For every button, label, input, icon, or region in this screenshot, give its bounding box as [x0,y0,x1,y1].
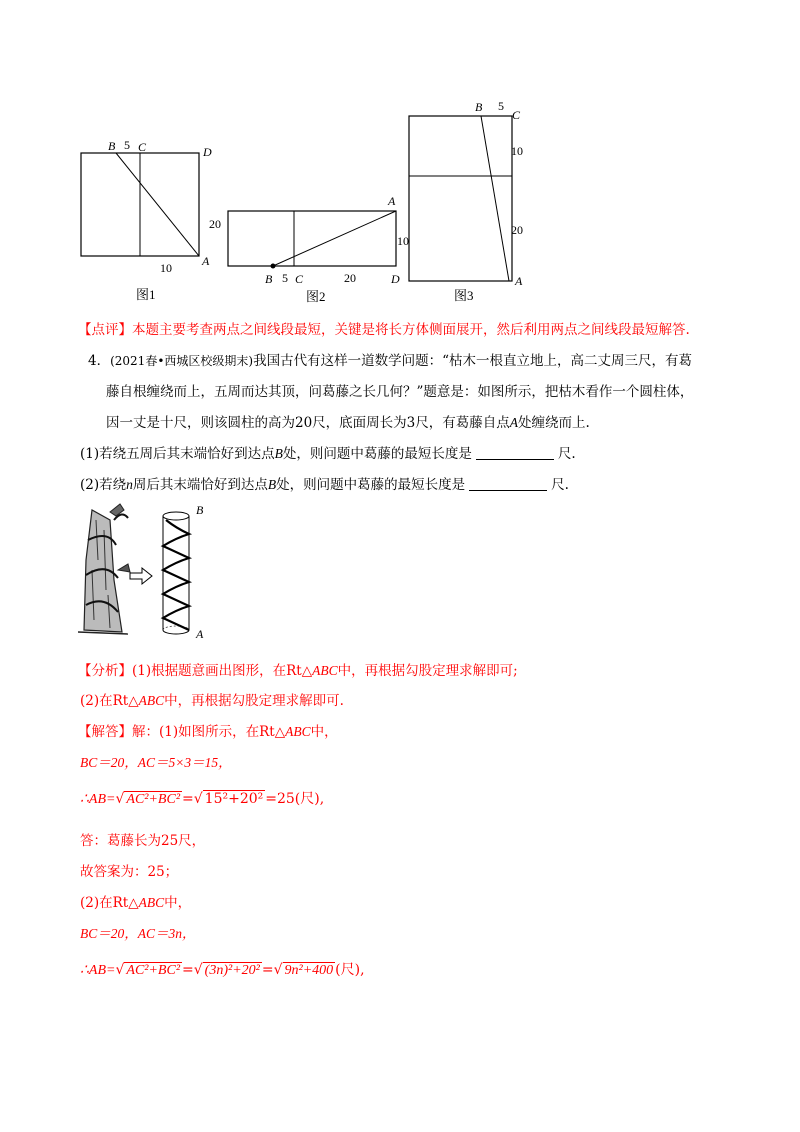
problem-line-3 [106,414,590,432]
fig2-caption: 图2 [306,289,326,304]
formula1-result: =25(尺), [265,791,325,807]
comment-tag: 【点评】 [78,322,132,338]
figure-2 [205,190,415,310]
analysis-text-2a: (2)在Rt△ [80,693,139,709]
fig3-path-line [481,116,509,281]
sqrt-symbol: √ [193,791,203,807]
cylinder-label-A: A [196,627,204,641]
q2-text-c: 处，则问题中葛藤的最短长度是 [276,477,466,493]
analysis-line-2 [80,692,344,710]
solution-var-2: ABC [138,895,165,910]
solution-answer-1: 答：葛藤长为25尺， [80,833,206,849]
formula1-radicand-2: 15²+20² [204,791,264,807]
analysis-var-2: ABC [138,693,165,708]
analysis-var-1: ABC [312,663,338,678]
formula2-radicand-2: (3n)²+20² [204,963,260,978]
problem-number: 4． [88,353,111,369]
fig3-label-B: B [475,100,483,114]
solution-formula-1: ∴AB=√ AC²+BC² =√ 15²+20² =25(尺), [80,791,325,807]
cylinder-label-B: B [196,503,204,517]
solution-tag: 【解答】 [78,724,132,740]
solution-line-2 [80,894,191,912]
sqrt-symbol: √ [115,962,125,978]
tree-trunk [84,510,122,632]
sqrt-symbol: √ [193,962,203,978]
tree-vine-illustration [78,500,213,642]
comment-text: 本题主要考查两点之间线段最短，关键是将长方体侧面展开，然后利用两点之间线段最短解答. [132,322,690,338]
fig2-label-10-right: 10 [397,234,409,248]
fig1-label-D: D [203,145,212,159]
fig2-label-D: D [391,272,400,286]
sqrt-symbol: √ [115,791,125,807]
fig2-point-B [271,264,276,269]
solution-var-1: ABC [285,724,311,739]
problem-text-3a: 因一丈是十尺，则该圆柱的高为20尺，底面周长为3尺，有葛藤自点 [106,415,510,431]
fig2-rectangle [228,211,396,266]
formula2-unit: (尺), [335,962,365,978]
question-2 [80,476,569,494]
point-A-var: A [509,415,519,430]
q1-text-b: 处，则问题中葛藤的最短长度是 [282,446,472,462]
fig3-caption: 图3 [454,288,474,303]
problem-text-1: 我国古代有这样一道数学问题：“枯木一根直立地上，高二丈周三尺，有葛 [253,353,692,369]
fig3-label-5: 5 [498,99,504,113]
figure-1 [80,130,220,305]
fig1-caption: 图1 [136,287,156,302]
fig1-label-5: 5 [124,138,130,152]
fig3-label-A: A [515,274,523,288]
formula2-radicand-3: 9n²+400 [284,963,334,978]
sqrt-symbol: √ [273,962,283,978]
q2-text-a: (2)若绕 [80,477,127,493]
fig2-path-line [273,211,396,266]
q1-point-B: B [274,446,283,461]
fig1-path-line [116,153,199,256]
fig2-label-5: 5 [282,271,288,285]
q1-text-a: (1)若绕五周后其末端恰好到达点 [80,446,275,462]
fig3-rectangle [409,116,512,281]
figure-3 [405,95,535,310]
cylinder-bottom [163,630,189,634]
solution-text-1b: 中， [310,724,338,740]
fig1-label-10: 10 [160,261,172,275]
solution-eq-1: BC＝20，AC＝5×3＝15， [80,755,232,770]
formula1-radicand-1: AC²+BC² [126,792,181,807]
analysis-line-1 [78,662,518,680]
formula2-radicand-1: AC²+BC² [126,963,181,978]
q2-n-var: n [126,477,133,492]
question-1 [80,445,576,463]
solution-final-1: 故答案为：25； [80,864,179,880]
problem-line-1 [88,352,692,370]
analysis-text-2b: 中，再根据勾股定理求解即可. [164,693,344,709]
q2-answer-blank[interactable] [469,477,547,491]
fig3-label-C: C [512,108,521,122]
fig1-label-B: B [108,139,116,153]
fig3-label-20: 20 [511,223,523,237]
problem-source: (2021春•西城区校级期末) [110,354,254,368]
fig2-label-B: B [265,272,273,286]
solution-text-2b: 中， [164,895,192,911]
problem-line-2 [106,383,693,401]
fig2-label-C: C [295,272,304,286]
arrow-icon [130,568,152,584]
analysis-text-1a: (1)根据题意画出图形，在Rt△ [132,663,313,679]
solution-text-2a: (2)在Rt△ [80,895,139,911]
formula1-lhs: ∴AB= [80,792,116,807]
solution-formula-2: ∴AB=√ AC²+BC² =√ (3n)²+20² =√ 9n²+400 (尺), [80,962,365,978]
solution-line-1 [78,723,338,741]
fig2-label-A: A [388,194,396,208]
solution-text-1a: 解：(1)如图所示，在Rt△ [132,724,286,740]
q1-answer-blank[interactable] [476,446,554,460]
q2-point-B: B [267,477,277,492]
fig3-label-10: 10 [511,144,523,158]
fig2-label-20-bottom: 20 [344,271,356,285]
fig1-label-C: C [138,140,147,154]
fig2-label-20-left: 20 [209,217,221,231]
fig1-label-A: A [202,254,210,268]
formula2-lhs: ∴AB= [80,963,116,978]
q1-unit: 尺. [557,446,576,462]
solution-eq-2: BC＝20，AC＝3n， [80,926,196,941]
q2-text-b: 周后其末端恰好到达点 [132,477,268,493]
analysis-text-1b: 中，再根据勾股定理求解即可; [337,663,518,679]
problem-text-3b: 处缠绕而上. [518,415,590,431]
cylinder-top [163,512,189,520]
q2-unit: 尺. [551,477,569,493]
problem-text-2: 藤自根缠绕而上，五周而达其顶，问葛藤之长几何？”题意是：如图所示，把枯木看作一个圆柱体， [106,384,694,400]
comment-line [78,321,690,339]
vine-helix [163,520,189,630]
analysis-tag: 【分析】 [78,663,132,679]
